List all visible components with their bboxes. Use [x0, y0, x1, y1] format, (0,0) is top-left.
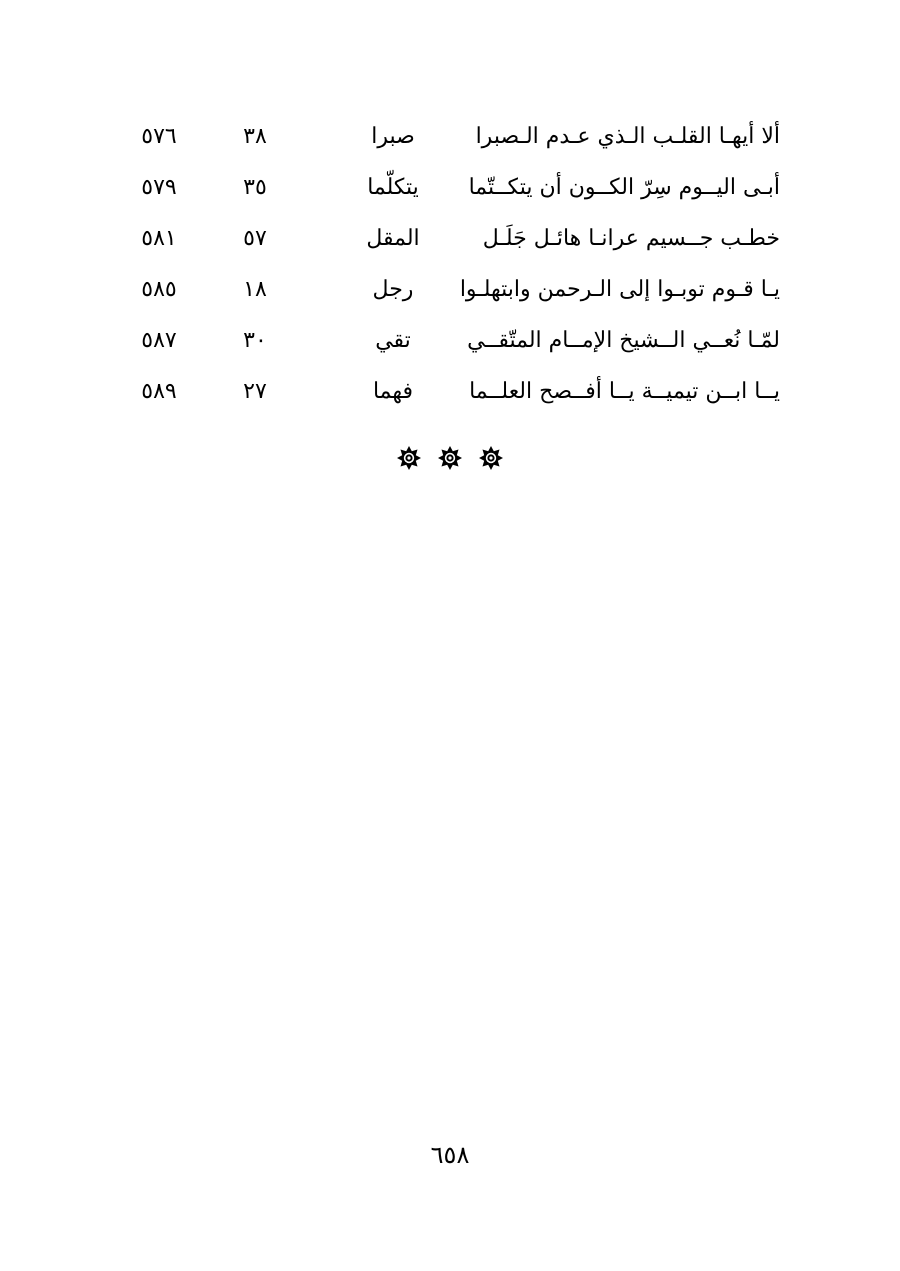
page-reference: ٥٧٩ — [141, 175, 177, 200]
rhyme-word: تقي — [375, 328, 411, 353]
verse-count: ٣٠ — [243, 328, 267, 353]
poem-index-table — [120, 111, 800, 417]
rhyme-word: رجل — [372, 277, 414, 302]
verse-count: ٢٧ — [243, 379, 267, 404]
verse-opening: يــا ابــن تيميــة يــا أفــصح العلــما — [469, 379, 780, 404]
table-row — [120, 366, 800, 417]
page-reference: ٥٧٦ — [141, 124, 177, 149]
rhyme-word: يتكلّما — [367, 175, 419, 200]
table-row — [120, 315, 800, 366]
verse-count: ٣٥ — [243, 175, 267, 200]
eight-point-star-ornament-icon — [438, 446, 462, 470]
verse-opening: خطـب جــسيم عرانـا هائـل جَلَـل — [482, 226, 780, 251]
rhyme-word: فهما — [372, 379, 414, 404]
verse-count: ٣٨ — [243, 124, 267, 149]
verse-count: ١٨ — [243, 277, 267, 302]
table-row — [120, 111, 800, 162]
verse-opening: ألا أيهـا القلـب الـذي عـدم الـصبرا — [475, 124, 780, 149]
rhyme-word: صبرا — [371, 124, 415, 149]
table-row — [120, 162, 800, 213]
section-end-ornament — [0, 446, 900, 474]
rhyme-word: المقل — [366, 226, 420, 251]
page-number: ٦٥٨ — [430, 1141, 470, 1169]
verse-count: ٥٧ — [243, 226, 267, 251]
table-row — [120, 213, 800, 264]
eight-point-star-ornament-icon — [397, 446, 421, 470]
page-reference: ٥٨٧ — [141, 328, 177, 353]
eight-point-star-ornament-icon — [479, 446, 503, 470]
table-row — [120, 264, 800, 315]
page-reference: ٥٨١ — [141, 226, 177, 251]
verse-opening: يـا قـوم توبـوا إلى الـرحمن وابتهلـوا — [459, 277, 780, 302]
verse-opening: أبـى اليــوم سِرّ الكــون أن يتكــتّما — [468, 175, 780, 200]
verse-opening: لمّـا نُعــي الــشيخ الإمــام المتّقــي — [467, 328, 780, 353]
page-reference: ٥٨٩ — [141, 379, 177, 404]
page-reference: ٥٨٥ — [141, 277, 177, 302]
